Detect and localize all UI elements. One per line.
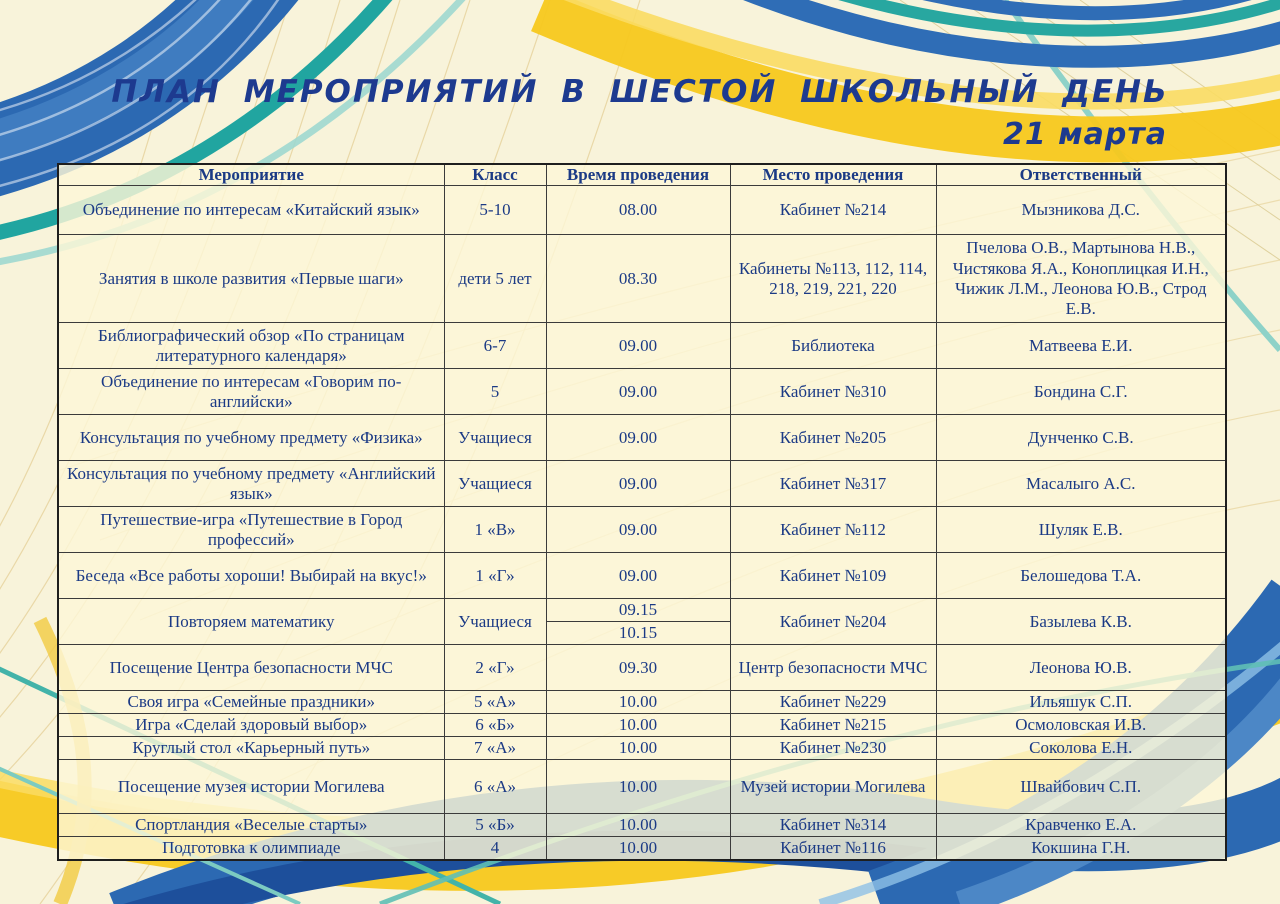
place-cell: Кабинет №215 [730, 714, 936, 737]
time-cell: 08.00 [546, 186, 730, 235]
time-cell: 08.30 [546, 235, 730, 323]
responsible-cell: Ильяшук С.П. [936, 691, 1226, 714]
event-cell: Беседа «Все работы хороши! Выбирай на вкус!» [58, 553, 444, 599]
event-cell: Круглый стол «Карьерный путь» [58, 737, 444, 760]
table-row [58, 507, 1226, 553]
header-class: Класс [444, 164, 546, 186]
place-cell: Кабинет №310 [730, 369, 936, 415]
table-row [58, 186, 1226, 235]
time-cell [546, 599, 730, 645]
responsible-cell: Масалыго А.С. [936, 461, 1226, 507]
place-cell: Кабинет №112 [730, 507, 936, 553]
time-cell: 10.00 [546, 691, 730, 714]
table-row [58, 714, 1226, 737]
event-cell: Игра «Сделай здоровый выбор» [58, 714, 444, 737]
table-row [58, 814, 1226, 837]
class-cell: 5 [444, 369, 546, 415]
time-cell: 10.00 [546, 714, 730, 737]
time-cell: 10.00 [546, 760, 730, 814]
responsible-cell: Белошедова Т.А. [936, 553, 1226, 599]
responsible-cell: Матвеева Е.И. [936, 323, 1226, 369]
class-cell: 5 «Б» [444, 814, 546, 837]
class-cell: Учащиеся [444, 599, 546, 645]
place-cell: Кабинет №116 [730, 837, 936, 860]
class-cell: 5-10 [444, 186, 546, 235]
time-slot-2: 10.15 [547, 621, 730, 644]
event-cell: Занятия в школе развития «Первые шаги» [58, 235, 444, 323]
schedule-table [57, 163, 1227, 861]
time-cell: 10.00 [546, 814, 730, 837]
responsible-cell: Шуляк Е.В. [936, 507, 1226, 553]
table-row [58, 645, 1226, 691]
class-cell: 6-7 [444, 323, 546, 369]
place-cell: Кабинеты №113, 112, 114, 218, 219, 221, 220 [730, 235, 936, 323]
responsible-cell: Кокшина Г.Н. [936, 837, 1226, 860]
time-cell: 09.00 [546, 323, 730, 369]
date-label: 21 марта [1002, 117, 1168, 152]
header-time: Время проведения [546, 164, 730, 186]
header-event: Мероприятие [58, 164, 444, 186]
time-cell: 09.30 [546, 645, 730, 691]
event-cell: Повторяем математику [58, 599, 444, 645]
responsible-cell: Осмоловская И.В. [936, 714, 1226, 737]
place-cell: Кабинет №204 [730, 599, 936, 645]
event-cell: Объединение по интересам «Говорим по-английски» [58, 369, 444, 415]
place-cell: Библиотека [730, 323, 936, 369]
place-cell: Кабинет №229 [730, 691, 936, 714]
class-cell: Учащиеся [444, 461, 546, 507]
table-row [58, 837, 1226, 860]
table-row [58, 235, 1226, 323]
event-cell: Консультация по учебному предмету «Физика» [58, 415, 444, 461]
table-row [58, 415, 1226, 461]
place-cell: Кабинет №317 [730, 461, 936, 507]
responsible-cell: Соколова Е.Н. [936, 737, 1226, 760]
time-cell: 10.00 [546, 837, 730, 860]
time-cell: 09.00 [546, 507, 730, 553]
event-cell: Подготовка к олимпиаде [58, 837, 444, 860]
time-cell: 09.00 [546, 369, 730, 415]
table-row [58, 461, 1226, 507]
header-place: Место проведения [730, 164, 936, 186]
class-cell: дети 5 лет [444, 235, 546, 323]
responsible-cell: Кравченко Е.А. [936, 814, 1226, 837]
responsible-cell: Пчелова О.В., Мартынова Н.В., Чистякова Я.А., Коноплицкая И.Н., Чижик Л.М., Леонова Ю.В., Строд Е.В. [936, 235, 1226, 323]
table-row [58, 323, 1226, 369]
event-cell: Посещение Центра безопасности МЧС [58, 645, 444, 691]
place-cell: Кабинет №230 [730, 737, 936, 760]
header-row [58, 164, 1226, 186]
class-cell: 6 «А» [444, 760, 546, 814]
event-cell: Путешествие-игра «Путешествие в Город профессий» [58, 507, 444, 553]
class-cell: 1 «Г» [444, 553, 546, 599]
time-cell: 09.00 [546, 415, 730, 461]
time-slot-1: 09.15 [618, 600, 658, 620]
event-cell: Спортландия «Веселые старты» [58, 814, 444, 837]
responsible-cell: Бондина С.Г. [936, 369, 1226, 415]
time-cell: 09.00 [546, 553, 730, 599]
table-row [58, 737, 1226, 760]
event-cell: Посещение музея истории Могилева [58, 760, 444, 814]
table-row [58, 760, 1226, 814]
place-cell: Кабинет №205 [730, 415, 936, 461]
responsible-cell: Мызникова Д.С. [936, 186, 1226, 235]
place-cell: Кабинет №214 [730, 186, 936, 235]
responsible-cell: Швайбович С.П. [936, 760, 1226, 814]
class-cell: 6 «Б» [444, 714, 546, 737]
time-cell: 10.00 [546, 737, 730, 760]
responsible-cell: Леонова Ю.В. [936, 645, 1226, 691]
responsible-cell: Базылева К.В. [936, 599, 1226, 645]
class-cell: 2 «Г» [444, 645, 546, 691]
place-cell: Музей истории Могилева [730, 760, 936, 814]
table-row [58, 599, 1226, 645]
table-row [58, 369, 1226, 415]
class-cell: Учащиеся [444, 415, 546, 461]
class-cell: 5 «А» [444, 691, 546, 714]
place-cell: Центр безопасности МЧС [730, 645, 936, 691]
time-cell: 09.00 [546, 461, 730, 507]
place-cell: Кабинет №109 [730, 553, 936, 599]
header-responsible: Ответственный [936, 164, 1226, 186]
event-cell: Своя игра «Семейные праздники» [58, 691, 444, 714]
class-cell: 1 «В» [444, 507, 546, 553]
table-row [58, 691, 1226, 714]
page-title: ПЛАН МЕРОПРИЯТИЙ В ШЕСТОЙ ШКОЛЬНЫЙ ДЕНЬ [111, 74, 1169, 110]
place-cell: Кабинет №314 [730, 814, 936, 837]
event-cell: Библиографический обзор «По страницам литературного календаря» [58, 323, 444, 369]
table-row [58, 553, 1226, 599]
class-cell: 7 «А» [444, 737, 546, 760]
responsible-cell: Дунченко С.В. [936, 415, 1226, 461]
event-cell: Объединение по интересам «Китайский язык» [58, 186, 444, 235]
class-cell: 4 [444, 837, 546, 860]
event-cell: Консультация по учебному предмету «Английский язык» [58, 461, 444, 507]
